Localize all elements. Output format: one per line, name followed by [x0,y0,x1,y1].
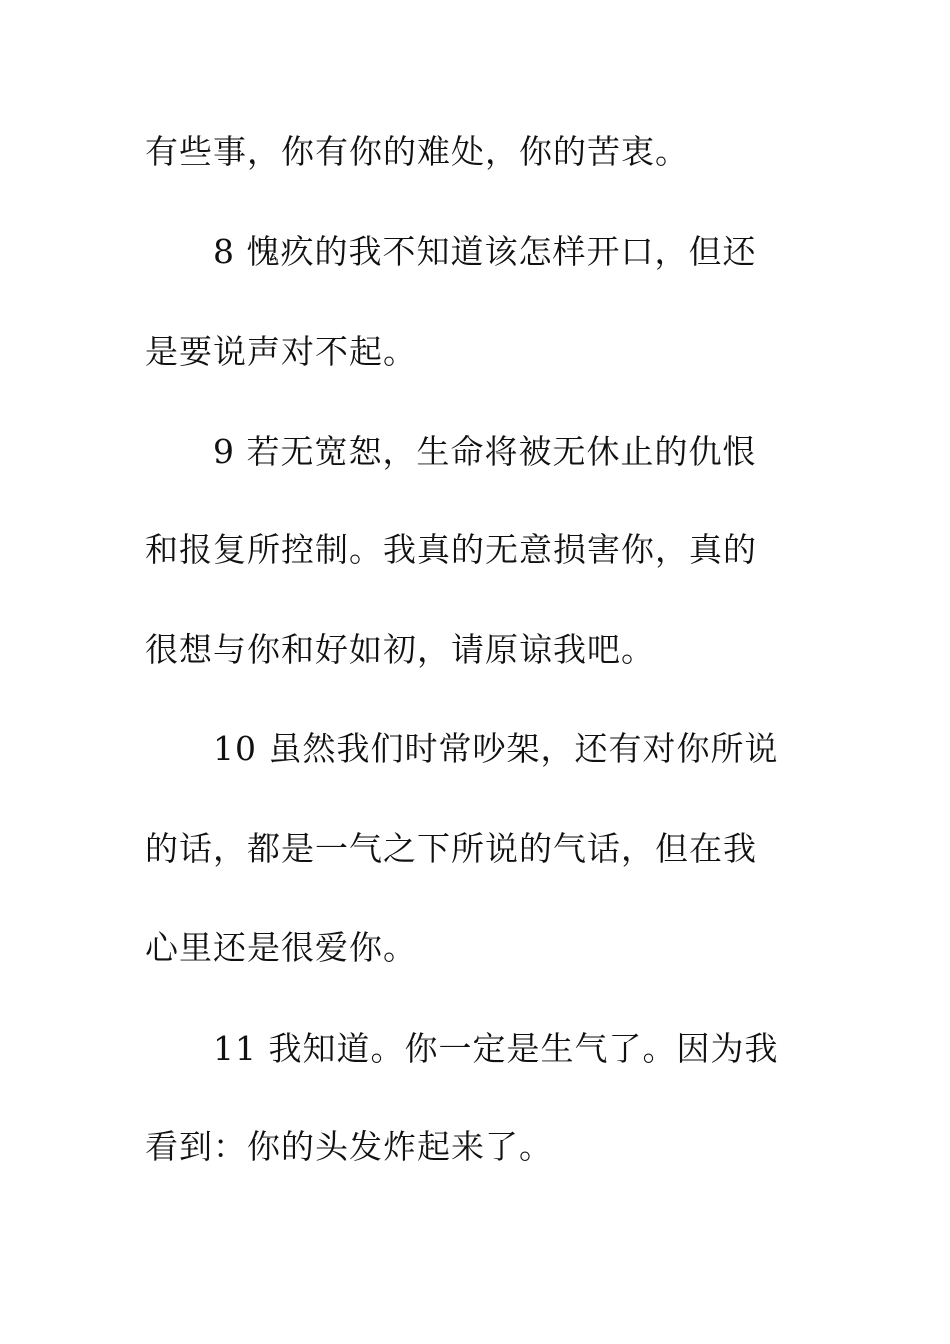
text-line-7: 10 虽然我们时常吵架，还有对你所说 [213,729,779,768]
text-line-2: 8 愧疚的我不知道该怎样开口，但还 [213,232,757,271]
text-line-4: 9 若无宽恕，生命将被无休止的仇恨 [213,432,757,471]
text-line-3: 是要说声对不起。 [145,332,417,371]
text-line-11: 看到：你的头发炸起来了。 [145,1127,553,1166]
text-line-5: 和报复所控制。我真的无意损害你，真的 [145,530,757,569]
text-line-6: 很想与你和好如初，请原谅我吧。 [145,630,655,669]
text-line-1: 有些事，你有你的难处，你的苦衷。 [145,132,689,171]
text-line-9: 心里还是很爱你。 [145,928,417,967]
text-line-8: 的话，都是一气之下所说的气话，但在我 [145,829,757,868]
text-line-10: 11 我知道。你一定是生气了。因为我 [213,1029,779,1068]
